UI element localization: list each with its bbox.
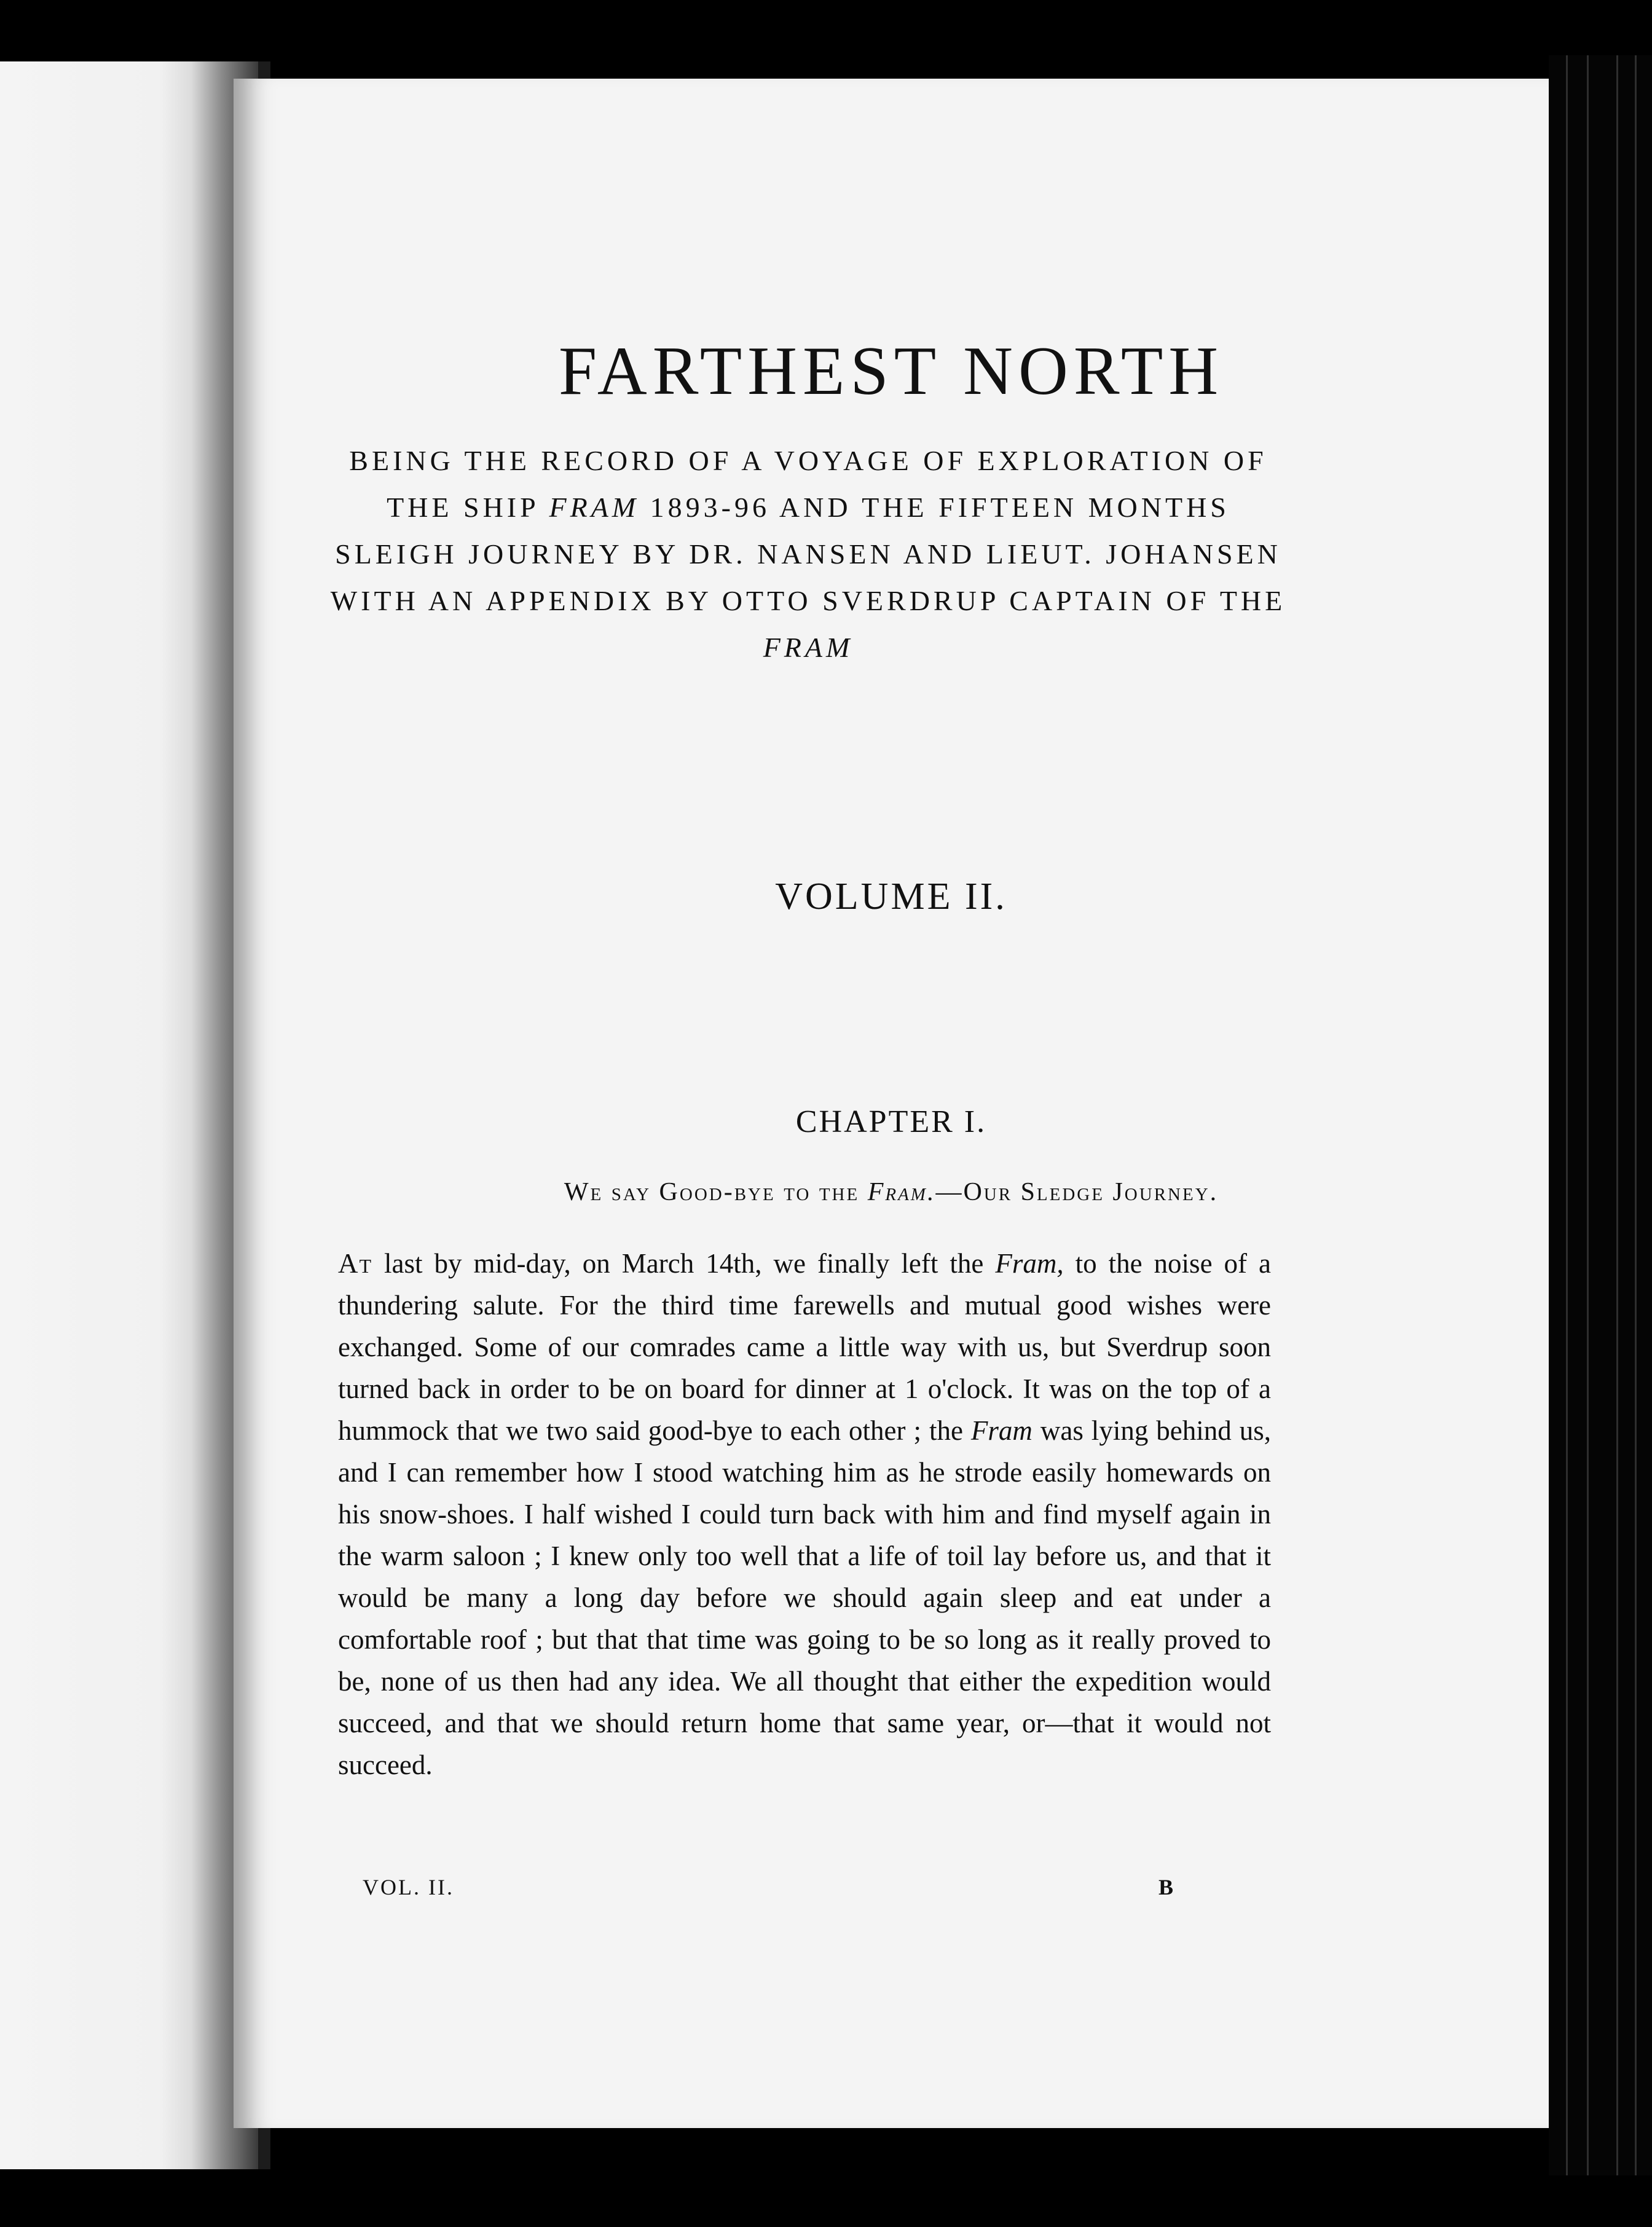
body-ship-name-2: Fram [970, 1415, 1032, 1446]
facing-page [0, 61, 258, 2169]
paragraph-lead-word: At [338, 1248, 373, 1279]
chapter-subheading-text-2: —Our Sledge Journey. [935, 1178, 1219, 1206]
chapter-heading: CHAPTER I. [795, 1104, 987, 1139]
subtitle-text-2: 1893-96 AND THE FIFTEEN MONTHS SLEIGH JOURNEY BY DR. NANSEN AND LIEUT. JOHANSEN WITH AN APPENDIX BY OTTO SVERDRUP CAPTAIN OF THE [330, 492, 1286, 616]
chapter-subheading-text-1: We say Good-bye to the [564, 1178, 868, 1206]
book-subtitle [329, 438, 1288, 671]
body-text-1: last by mid-day, on March 14th, we finally left the [372, 1248, 996, 1279]
subtitle-text-1: BEING THE RECORD OF A VOYAGE OF EXPLORATION OF THE SHIP [349, 445, 1267, 523]
body-ship-name-1: Fram, [995, 1248, 1064, 1279]
page-edge-stack [1549, 55, 1652, 2175]
body-paragraph [338, 1243, 1271, 1786]
chapter-subheading-ship: Fram. [867, 1178, 936, 1206]
body-text-2: to the noise of a thundering salute. For the third time farewells and mutual good wishes were exchanged. Some of our comrades came a little way with us, but Sverdrup soon turned back in order to be on board for dinner at 1 o'clock. It was on the top of a hummock that we two said good-bye to each other ; the [338, 1248, 1271, 1446]
signature-letter: B [1158, 1875, 1174, 1899]
subtitle-ship-name-2: FRAM [763, 632, 854, 663]
signature-mark: VOL. II. [363, 1875, 454, 1899]
subtitle-ship-name-1: FRAM [549, 492, 640, 523]
book-title: FARTHEST NORTH [558, 333, 1224, 409]
volume-heading: VOLUME II. [775, 876, 1007, 917]
chapter-subheading [234, 1177, 1549, 1207]
body-text-3: was lying behind us, and I can remember how I stood watching him as he strode easily homewards on his snow-shoes. I half wished I could turn back with him and find myself again in the warm saloon ; I knew only too well that a life of toil lay before us, and that it would be many a long day before we should again sleep and eat under a comfortable roof ; but that that time was going to be so long as it really proved to be, none of us then had any idea. We all thought that either the expedition would succeed, and that we should return home that same year, or—that it would not succeed. [338, 1415, 1271, 1780]
